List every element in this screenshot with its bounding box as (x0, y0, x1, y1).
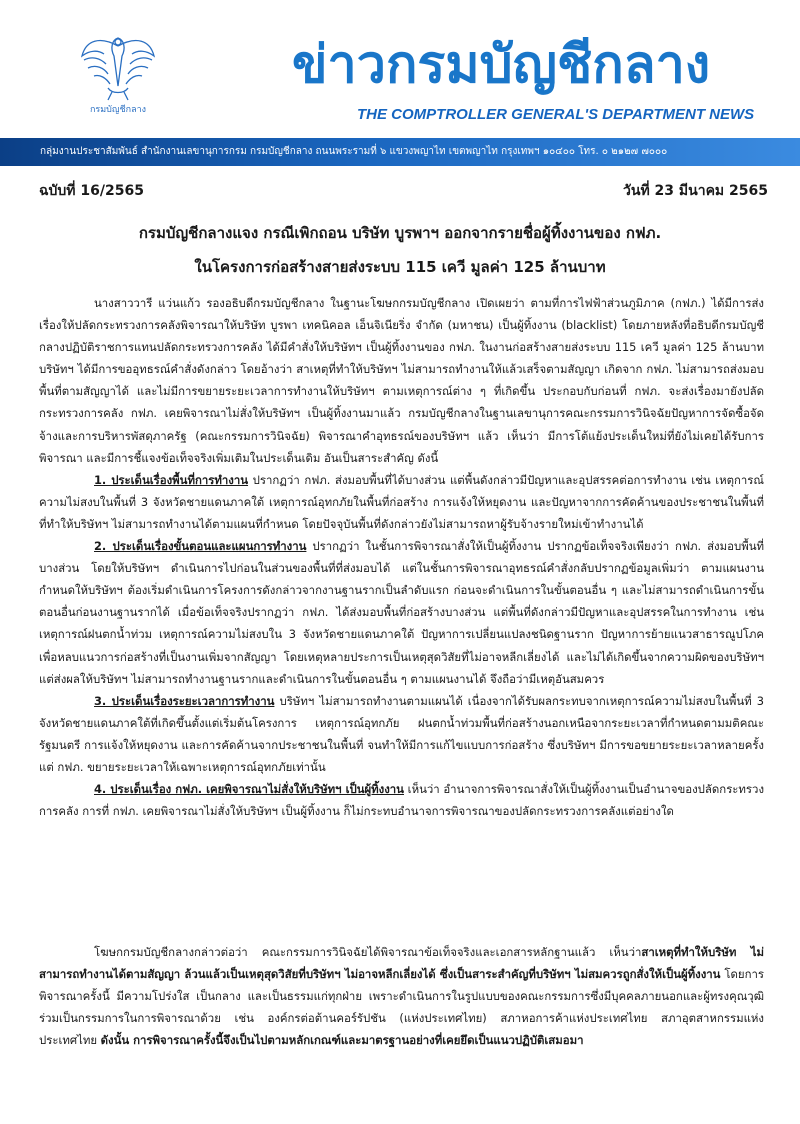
point-3-heading: 3. ประเด็นเรื่องระยะเวลาการทำงาน (94, 693, 275, 708)
conclusion-bold-2: ดังนั้น การพิจารณาครั้งนี้จึงเป็นไปตามหลักเกณฑ์และมาตรฐานอย่างที่เคยยึดเป็นแนวปฏิบัติเสมอมา (100, 1033, 584, 1048)
garuda-logo-icon (78, 26, 158, 116)
conclusion-text-1: โฆษกกรมบัญชีกลางกล่าวต่อว่า คณะกรรมการวินิจฉัยได้พิจารณาข้อเท็จจริงและเอกสารหลักฐานแล้ว เห็นว่า (94, 945, 642, 959)
point-4-text: เห็นว่า อำนาจการพิจารณาสั่งให้เป็นผู้ทิ้งงานเป็นอำนาจของปลัดกระทรวงการคลัง การที่ กฟภ. เคยพิจารณาไม่สั่งให้บริษัทฯ เป็นผู้ทิ้งงาน ก็ไม่กระทบอำนาจการพิจารณาของปลัดกระทรวงการคลังแต่อย่างใด (39, 782, 765, 819)
point-2-text: ปรากฏว่า ในชั้นการพิจารณาสั่งให้เป็นผู้ทิ้งงาน ปรากฏข้อเท็จจริงเพียงว่า กฟภ. ส่งมอบพื้นที่บางส่วน โดยให้บริษัทฯ ดำเนินการไปก่อนในส่วนของพื้นที่ที่ส่งมอบได้ แต่ในชั้นการพิจารณาอุทธรณ์คำสั่งกลับปรากฏข้อมูลเพิ่มว่า ตามแผนงานกำหนดให้บริษัทฯ ต้องเริ่มดำเนินการโครงการดังกล่าวจากงานฐานรากเป็นลำดับแรก ก่อนจะดำเนินการในขั้นตอนอื่น ๆ และไม่สามารถดำเนินการขั้นตอนอื่นก่อนงานฐานรากได้ เมื่อข้อเท็จจริงปรากฏว่า กฟภ. ได้ส่งมอบพื้นที่ก่อสร้างบางส่วน แต่พื้นที่ดังกล่าวมีปัญหาและอุปสรรคในการทำงาน เช่น เหตุการณ์ฝนตกน้ำท่วม เหตุการณ์ความไม่สงบใน 3 จังหวัดชายแดนภาคใต้ ปัญหาการเปลี่ยนแปลงชนิดฐานราก ปัญหาการย้ายแนวสาธารณูปโภค เพื่อหลบแนวการก่อสร้างที่เป็นงานเพิ่มจากสัญญา โดยเหตุหลายประการเป็นเหตุสุดวิสัยที่ไม่อาจหลีกเลี่ยงได้ และไม่ได้เกิดขึ้นจากความผิดของบริษัทฯ แต่ส่งผลให้บริษัทฯ ไม่สามารถทำงานฐานรากและดำเนินการในขั้นตอนอื่น ๆ ตามแผนงานได้ จึงถือว่ามีเหตุอันสมควร (39, 539, 764, 686)
point-1-text: ปรากฏว่า กฟภ. ส่งมอบพื้นที่ได้บางส่วน แต่พื้นดังกล่าวมีปัญหาและอุปสรรคต่อการทำงาน เช่น เหตุการณ์ความไม่สงบในพื้นที่ 3 จังหวัดชายแดนภาคใต้ เหตุการณ์อุทกภัยในพื้นที่ก่อสร้าง การแจ้งให้หยุดงาน และปัญหาจากการคัดค้านของประชาชนในพื้นที่ที่ทำให้บริษัทฯ ไม่สามารถทำงานได้ตามแผนที่กำหนด โดยปัจจุบันพื้นที่ดังกล่าวยังไม่สามารถหาผู้รับจ้างรายใหม่เข้าทำงานได้ (39, 472, 764, 531)
point-2 (39, 535, 764, 690)
point-3 (39, 690, 764, 778)
conclusion-bold-1: สาเหตุที่ทำให้บริษัท ไม่สามารถทำงานได้ตามสัญญา ล้วนแล้วเป็นเหตุสุดวิสัยที่บริษัทฯ ไม่อาจหลีกเลี่ยงได้ ซึ่งเป็นสาระสำคัญที่บริษัทฯ ไม่สมควรถูกสั่งให้เป็นผู้ทิ้งงาน (39, 945, 764, 982)
masthead-subtitle: THE COMPTROLLER GENERAL'S DEPARTMENT NEWS (357, 106, 755, 123)
address-band (0, 138, 800, 166)
point-1-heading: 1. ประเด็นเรื่องพื้นที่การทำงาน (94, 472, 249, 487)
point-4-heading: 4. ประเด็นเรื่อง กฟภ. เคยพิจารณาไม่สั่งให้บริษัทฯ เป็นผู้ทิ้งงาน (94, 782, 404, 797)
point-2-heading: 2. ประเด็นเรื่องขั้นตอนและแผนการทำงาน (94, 539, 307, 554)
point-3-text: บริษัทฯ ไม่สามารถทำงานตามแผนได้ เนื่องจากได้รับผลกระทบจากเหตุการณ์ความไม่สงบในพื้นที่ 3 จังหวัดชายแดนภาคใต้ที่เกิดขึ้นตั้งแต่เริ่มต้นโครงการ เหตุการณ์อุทกภัย ฝนตกน้ำท่วมพื้นที่ก่อสร้างนอกเหนือจากระยะเวลาที่กำหนดตามมติคณะรัฐมนตรี การแจ้งให้หยุดงาน และการคัดค้านจากประชาชนในพื้นที่ จนทำให้มีการแก้ไขแบบการก่อสร้าง ซึ่งบริษัทฯ มีการขอขยายระยะเวลาหลายครั้ง แต่ กฟภ. ขยายระยะเวลาให้เฉพาะเหตุการณ์อุทกภัยเท่านั้น (39, 693, 764, 774)
conclusion-paragraph (39, 941, 764, 1051)
point-4 (39, 778, 764, 822)
point-1 (39, 469, 764, 535)
headline-line-2: ในโครงการก่อสร้างสายส่งระบบ 115 เควี มูลค่า 125 ล้านบาท (194, 258, 606, 276)
conclusion-text-2: โดยการพิจารณาครั้งนี้ มีความโปร่งใส เป็นกลาง และเป็นธรรมแก่ทุกฝ่าย เพราะดำเนินการในรูปแบบของคณะกรรมการซึ่งมีบุคคลภายนอกและผู้ทรงคุณวุฒิร่วมเป็นกรรมการในการพิจารณาด้วย เช่น องค์กรต่อต้านคอร์รัปชัน (แห่งประเทศไทย) สภาหอการค้าแห่งประเทศไทย สภาอุตสาหกรรมแห่งประเทศไทย (39, 967, 764, 1048)
intro-paragraph: นางสาววารี แว่นแก้ว รองอธิบดีกรมบัญชีกลาง ในฐานะโฆษกกรมบัญชีกลาง เปิดเผยว่า ตามที่การไฟฟ้าส่วนภูมิภาค (กฟภ.) ได้มีการส่งเรื่องให้ปลัดกระทรวงการคลังพิจารณาให้บริษัท บูรพา เทคนิคอล เอ็นจิเนียริ่ง จำกัด (มหาชน) เป็นผู้ทิ้งงาน (blacklist) โดยภายหลังที่อธิบดีกรมบัญชีกลางปฏิบัติราชการแทนปลัดกระทรวงการคลัง ได้มีคำสั่งให้บริษัทฯ เป็นผู้ทิ้งงานของ กฟภ. ในงานก่อสร้างสายส่งระบบ 115 เควี มูลค่า 125 ล้านบาท บริษัทฯ ได้มีการขออุทธรณ์คำสั่งดังกล่าว โดยอ้างว่า สาเหตุที่ทำให้บริษัทฯ ไม่สามารถทำงานให้แล้วเสร็จตามสัญญา เกิดจาก กฟภ. ไม่สามารถส่งมอบพื้นที่ตามสัญญาได้ และไม่มีการขยายระยะเวลาการทำงานให้บริษัทฯ ตามเหตุการณ์ต่าง ๆ ที่เกิดขึ้น ประกอบกับก่อนที่ กฟภ. จะส่งเรื่องมายังปลัดกระทรวงการคลัง กฟภ. เคยพิจารณาไม่สั่งให้บริษัทฯ เป็นผู้ทิ้งงานมาแล้ว กรมบัญชีกลางในฐานเลขานุการคณะกรรมการวินิจฉัยปัญหาการจัดซื้อจัดจ้างและการบริหารพัสดุภาครัฐ (คณะกรรมการวินิจฉัย) พิจารณาคำอุทธรณ์ของบริษัทฯ แล้ว เห็นว่า มีการโต้แย้งประเด็นใหม่ที่ยังไม่เคยได้รับการพิจารณา และมีการชี้แจงข้อเท็จจริงเพิ่มเติมในประเด็นเดิม อันเป็นสาระสำคัญ ดังนี้ (39, 296, 764, 465)
masthead-title: ข่าวกรมบัญชีกลาง (292, 35, 711, 95)
logo-text: กรมบัญชีกลาง (89, 105, 147, 115)
issue-number: ฉบับที่ 16/2565 (39, 183, 144, 199)
conclusion-block (39, 941, 764, 1051)
address-text: กลุ่มงานประชาสัมพันธ์ สำนักงานเลขานุการกรม กรมบัญชีกลาง ถนนพระรามที่ ๖ แขวงพญาไท เขตพญาไท กรุงเทพฯ ๑๐๔๐๐ โทร. ๐ ๒๑๒๗ ๗๐๐๐ (40, 146, 668, 157)
issue-date: วันที่ 23 มีนาคม 2565 (623, 183, 768, 199)
article-body (39, 292, 764, 822)
headline-line-1: กรมบัญชีกลางแจง กรณีเพิกถอน บริษัท บูรพาฯ ออกจากรายชื่อผู้ทิ้งงานของ กฟภ. (138, 224, 662, 242)
